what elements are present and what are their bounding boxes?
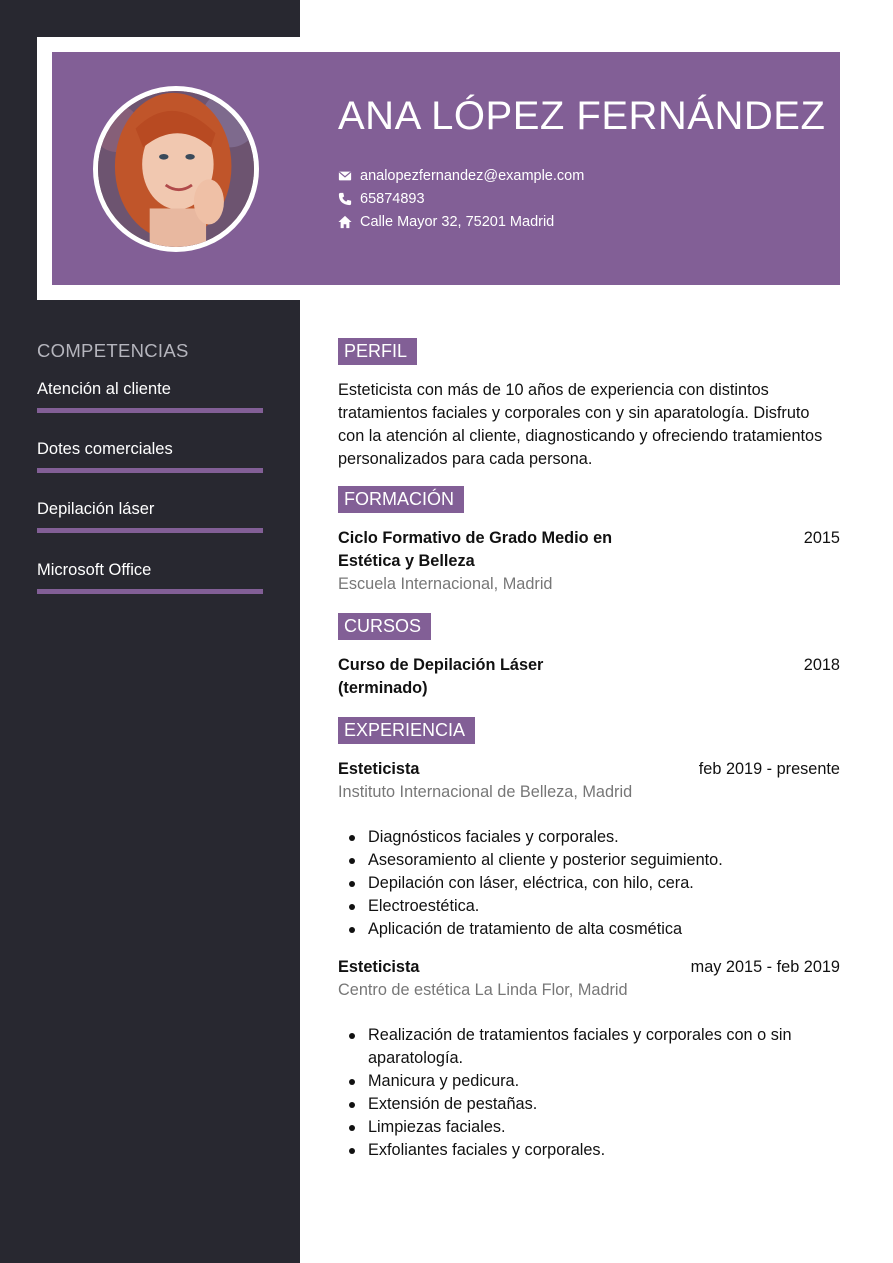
list-item: Asesoramiento al cliente y posterior seguimiento. [338,849,840,872]
skill-label: Microsoft Office [37,561,152,579]
list-item: Limpiezas faciales. [338,1116,840,1139]
entry-date: feb 2019 - presente [698,760,840,778]
section-title-courses: CURSOS [338,613,431,640]
list-item: Depilación con láser, eléctrica, con hilo, cera. [338,872,840,895]
entry-place: Centro de estética La Linda Flor, Madrid [338,981,628,999]
skill-bar [37,468,263,473]
experience-entry [338,758,840,781]
skill-bar [37,528,263,533]
education-section [338,486,840,596]
home-icon [338,215,352,229]
entry-date: may 2015 - feb 2019 [690,958,840,976]
contact-phone[interactable] [338,187,584,210]
skill-label: Dotes comerciales [37,440,173,458]
entry-title: Ciclo Formativo de Grado Medio en Estética y Belleza [338,529,613,570]
contact-address [338,210,584,233]
skills-title: COMPETENCIAS [37,340,189,361]
profile-section [338,338,840,471]
profile-text: Esteticista con más de 10 años de experiencia con distintos tratamientos faciales y corporales con y sin aparatología. Disfruto con la atención al cliente, diagnosticando y ofreciendo tratamientos personalizados para cada persona. [338,381,823,468]
skill-item [37,440,263,473]
list-item: Diagnósticos faciales y corporales. [338,826,840,849]
entry-date: 2015 [803,529,840,547]
list-item: Exfoliantes faciales y corporales. [338,1139,840,1162]
education-entry [338,527,840,573]
main-content [338,338,840,1162]
address-text: Calle Mayor 32, 75201 Madrid [360,213,555,230]
skill-label: Atención al cliente [37,380,171,398]
entry-title: Esteticista [338,760,420,778]
section-title-experience: EXPERIENCIA [338,717,475,744]
phone-text: 65874893 [360,190,425,207]
section-title-profile: PERFIL [338,338,417,365]
experience-entry [338,956,840,979]
courses-section [338,613,840,700]
contact-info [338,164,584,233]
experience-bullets [338,1024,840,1162]
skill-bar [37,408,263,413]
skill-item [37,500,263,533]
entry-place: Escuela Internacional, Madrid [338,575,553,593]
entry-date: 2018 [803,656,840,674]
email-text: analopezfernandez@example.com [360,167,585,184]
experience-section [338,717,840,1162]
contact-email[interactable] [338,164,584,187]
skill-label: Depilación láser [37,500,155,518]
entry-title: Esteticista [338,958,420,976]
skill-item [37,380,263,413]
envelope-icon [338,169,352,183]
list-item: Aplicación de tratamiento de alta cosmética [338,918,840,941]
section-title-education: FORMACIÓN [338,486,464,513]
list-item: Extensión de pestañas. [338,1093,840,1116]
entry-place: Instituto Internacional de Belleza, Madrid [338,783,633,801]
experience-bullets [338,826,840,941]
course-entry [338,654,840,700]
list-item: Electroestética. [338,895,840,918]
skill-bar [37,589,263,594]
skill-item [37,561,263,594]
entry-title: Curso de Depilación Láser (terminado) [338,656,544,697]
list-item: Manicura y pedicura. [338,1070,840,1093]
phone-icon [338,192,352,206]
candidate-name: ANA LÓPEZ FERNÁNDEZ [338,94,826,138]
list-item: Realización de tratamientos faciales y corporales con o sin aparatología. [338,1024,840,1070]
profile-photo [93,86,259,252]
